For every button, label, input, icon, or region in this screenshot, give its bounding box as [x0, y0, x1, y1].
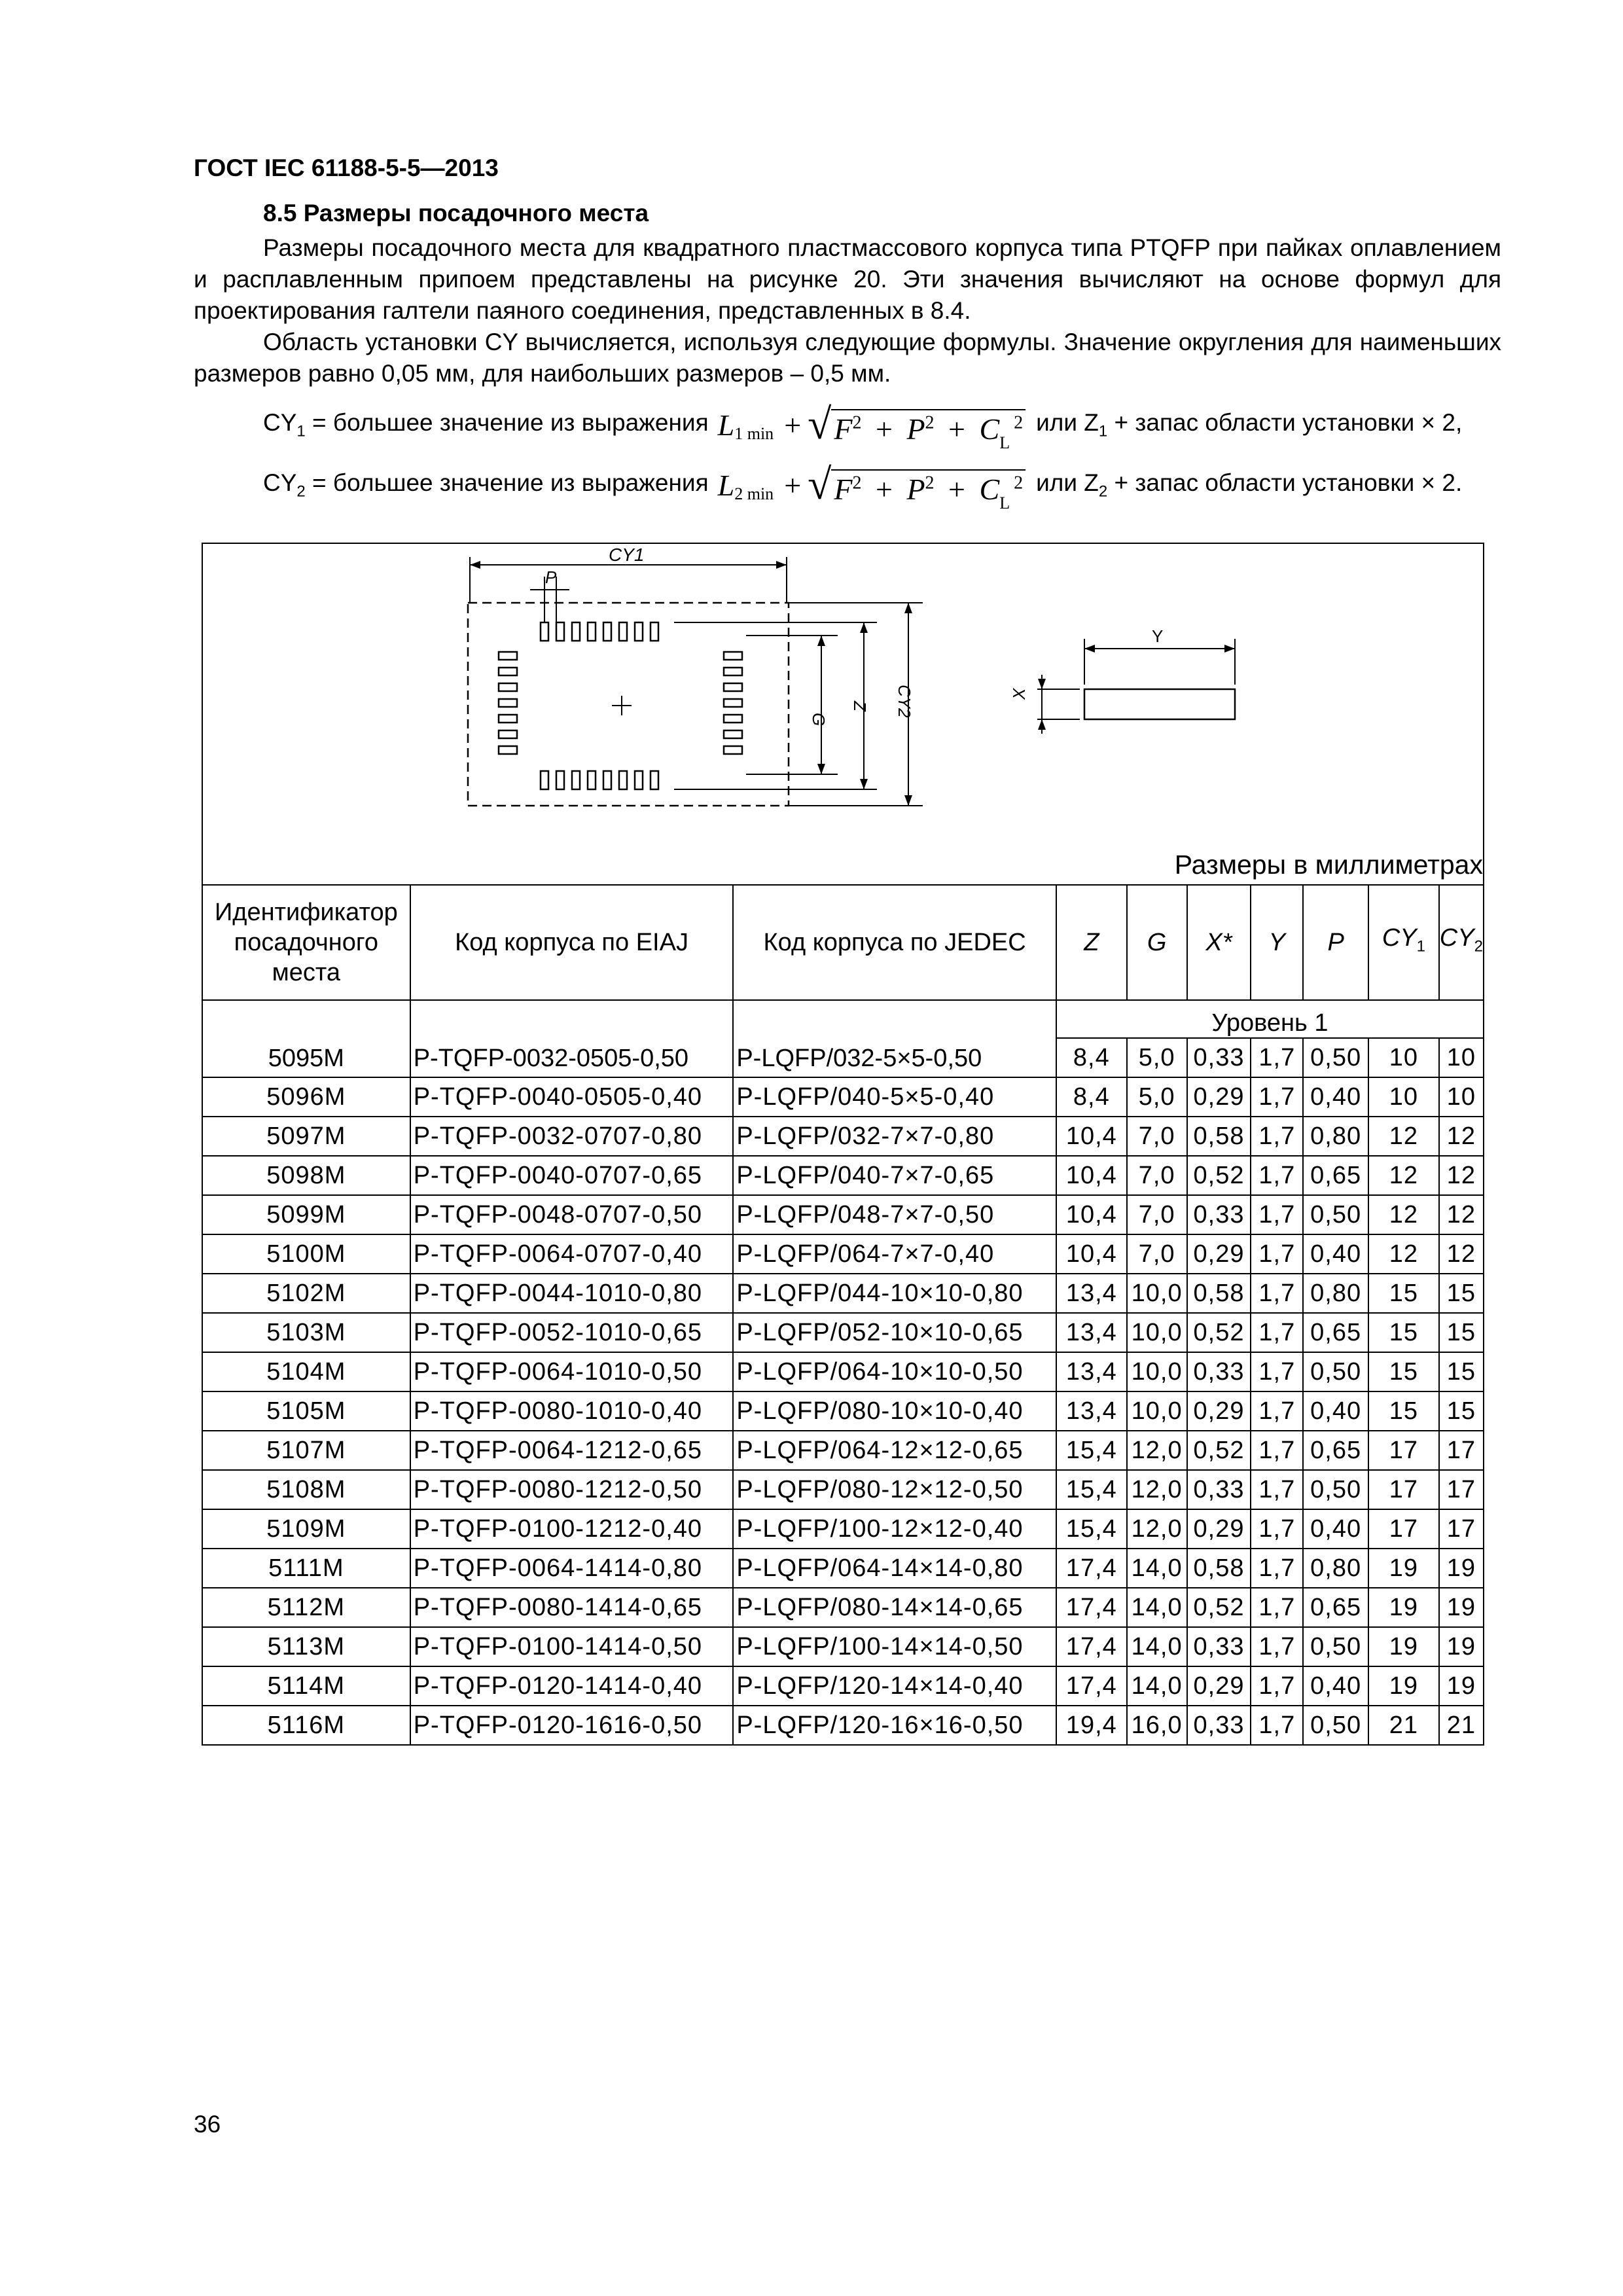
cell-x: 0,52	[1187, 1588, 1251, 1627]
left-pad-column	[499, 652, 517, 754]
header-p: P	[1303, 885, 1368, 1000]
table-row	[202, 1156, 1484, 1195]
cell-id: 5103M	[202, 1313, 410, 1352]
cell-id: 5096M	[202, 1077, 410, 1117]
plus-sign: +	[784, 468, 802, 502]
cy1-alt: или Z	[1036, 408, 1099, 436]
cell-jedec: P-LQFP/040-5×5-0,40	[733, 1077, 1056, 1117]
table-body	[202, 1077, 1484, 1745]
cell-cy2: 15	[1439, 1352, 1484, 1391]
cy2-alt: или Z	[1036, 469, 1099, 496]
cell-id: 5116M	[202, 1706, 410, 1745]
cell-p: 0,50	[1303, 1627, 1368, 1666]
cell-cy1: 19	[1368, 1549, 1439, 1588]
level-row	[202, 1000, 1484, 1038]
cell-cy2: 19	[1439, 1666, 1484, 1706]
cell-p: 0,80	[1303, 1549, 1368, 1588]
table-row	[202, 1274, 1484, 1313]
cell-z: 10,4	[1056, 1195, 1127, 1234]
header-eiaj: Код корпуса по EIAJ	[410, 885, 734, 1000]
cell-eiaj: P-TQFP-0052-1010-0,65	[410, 1313, 734, 1352]
cell-g: 5,0	[1127, 1038, 1187, 1077]
cell-id: 5108M	[202, 1470, 410, 1509]
cell-y: 1,7	[1251, 1509, 1303, 1549]
cell-jedec: P-LQFP/064-7×7-0,40	[733, 1234, 1056, 1274]
page-number: 36	[194, 2111, 221, 2138]
cell-z: 15,4	[1056, 1470, 1127, 1509]
cell-jedec: P-LQFP/080-10×10-0,40	[733, 1391, 1056, 1431]
cell-x: 0,52	[1187, 1431, 1251, 1470]
cell-p: 0,50	[1303, 1352, 1368, 1391]
cell-x: 0,29	[1187, 1077, 1251, 1117]
courtyard-outline	[468, 603, 789, 806]
cy2-text: = большее значение из выражения	[305, 469, 709, 496]
cell-g: 7,0	[1127, 1195, 1187, 1234]
cell-jedec: P-LQFP/064-14×14-0,80	[733, 1549, 1056, 1588]
cell-p: 0,50	[1303, 1470, 1368, 1509]
cell-g: 10,0	[1127, 1391, 1187, 1431]
cell-x: 0,29	[1187, 1234, 1251, 1274]
cell-g: 12,0	[1127, 1509, 1187, 1549]
cell-jedec: P-LQFP/064-12×12-0,65	[733, 1431, 1056, 1470]
formula-cy1: $CY_1$ = большее значение из выражения L 1 min + √ $F^2 + P^2 + C_L^2$ или $Z_1$ + запас области установки × 2,	[263, 401, 1463, 452]
cy1-label: CY	[263, 408, 297, 436]
cell-y: 1,7	[1251, 1195, 1303, 1234]
cell-z: 17,4	[1056, 1588, 1127, 1627]
cell-p: 0,50	[1303, 1195, 1368, 1234]
table-row	[202, 1627, 1484, 1666]
paragraph-2: Область установки CY вычисляется, используя следующие формулы. Значение округления для наименьших размеров равно 0,05 мм, для наибольших размеров – 0,5 мм.	[194, 329, 1501, 387]
table-row	[202, 1470, 1484, 1509]
sqrt-expression: √ $F^2 + P^2 + C_L^2$	[808, 403, 1026, 446]
cell-cy1: 12	[1368, 1234, 1439, 1274]
cell-z: 10,4	[1056, 1234, 1127, 1274]
table-header-row	[202, 885, 1484, 1000]
cy2-label-sub: 2	[296, 482, 306, 501]
cell-z: 8,4	[1056, 1038, 1127, 1077]
cell-jedec: P-LQFP/048-7×7-0,50	[733, 1195, 1056, 1234]
header-jedec: Код корпуса по JEDEC	[733, 885, 1056, 1000]
cell-eiaj: P-TQFP-0040-0505-0,40	[410, 1077, 734, 1117]
cell-y: 1,7	[1251, 1313, 1303, 1352]
cell-y: 1,7	[1251, 1588, 1303, 1627]
cell-g: 14,0	[1127, 1666, 1187, 1706]
cell-eiaj: P-TQFP-0064-1414-0,80	[410, 1549, 734, 1588]
cell-id: 5099M	[202, 1195, 410, 1234]
cell-x: 0,58	[1187, 1117, 1251, 1156]
cell-eiaj: P-TQFP-0080-1010-0,40	[410, 1391, 734, 1431]
cell-z: 17,4	[1056, 1666, 1127, 1706]
cell-g: 7,0	[1127, 1156, 1187, 1195]
l1-sub: 1 min	[734, 424, 774, 443]
cell-y: 1,7	[1251, 1470, 1303, 1509]
cell-x: 0,29	[1187, 1391, 1251, 1431]
figure-cell	[202, 543, 1484, 885]
cell-y: 1,7	[1251, 1549, 1303, 1588]
table-row	[202, 1509, 1484, 1549]
level-label: Уровень 1	[1056, 1000, 1484, 1038]
table-row	[202, 1195, 1484, 1234]
cell-eiaj: P-TQFP-0032-0707-0,80	[410, 1117, 734, 1156]
paragraph-intro	[194, 232, 1501, 389]
cell-cy2: 15	[1439, 1313, 1484, 1352]
cell-eiaj: P-TQFP-0064-0707-0,40	[410, 1234, 734, 1274]
cell-g: 10,0	[1127, 1352, 1187, 1391]
cell-y: 1,7	[1251, 1117, 1303, 1156]
right-pad-column	[724, 652, 742, 754]
sqrt-expression: √ $F^2 + P^2 + C_L^2$	[808, 463, 1026, 507]
l2-sub: 2 min	[734, 484, 774, 503]
cell-eiaj: P-TQFP-0080-1212-0,50	[410, 1470, 734, 1509]
cy2-tail: + запас области установки × 2.	[1107, 469, 1463, 496]
cell-cy2: 17	[1439, 1509, 1484, 1549]
cell-z: 15,4	[1056, 1509, 1127, 1549]
cell-y: 1,7	[1251, 1706, 1303, 1745]
cell-eiaj: P-TQFP-0120-1414-0,40	[410, 1666, 734, 1706]
cell-cy2: 12	[1439, 1156, 1484, 1195]
cell-x: 0,29	[1187, 1666, 1251, 1706]
cell-x: 0,33	[1187, 1038, 1251, 1077]
cell-eiaj: P-TQFP-0064-1212-0,65	[410, 1431, 734, 1470]
bottom-pad-row	[541, 771, 658, 789]
cell-p: 0,65	[1303, 1431, 1368, 1470]
radical-sign: √	[808, 401, 832, 448]
cell-z: 19,4	[1056, 1706, 1127, 1745]
cell-g: 12,0	[1127, 1470, 1187, 1509]
land-pattern-table	[202, 543, 1484, 1746]
table-row	[202, 1391, 1484, 1431]
cell-cy2: 19	[1439, 1549, 1484, 1588]
cell-cy2: 15	[1439, 1274, 1484, 1313]
header-cy1: $CY_1$	[1368, 885, 1439, 1000]
cell-jedec: P-LQFP/052-10×10-0,65	[733, 1313, 1056, 1352]
cell-eiaj: P-TQFP-0080-1414-0,65	[410, 1588, 734, 1627]
cell-p: 0,40	[1303, 1509, 1368, 1549]
cell-cy1: 12	[1368, 1117, 1439, 1156]
cell-x: 0,29	[1187, 1509, 1251, 1549]
cell-p: 0,40	[1303, 1666, 1368, 1706]
cell-z: 10,4	[1056, 1156, 1127, 1195]
l1-symbol: L	[717, 408, 735, 442]
cy2-label: CY2	[895, 685, 914, 718]
table-row	[202, 1352, 1484, 1391]
cy2-label: CY	[263, 469, 297, 496]
cell-z: 13,4	[1056, 1313, 1127, 1352]
c-symbol: C	[979, 412, 1000, 446]
header-cy2: $CY_2$	[1439, 885, 1484, 1000]
cell-y: 1,7	[1251, 1234, 1303, 1274]
cell-g: 10,0	[1127, 1274, 1187, 1313]
cell-x: 0,33	[1187, 1627, 1251, 1666]
cell-id: 5104M	[202, 1352, 410, 1391]
cell-z: 17,4	[1056, 1549, 1127, 1588]
cell-jedec: P-LQFP/064-10×10-0,50	[733, 1352, 1056, 1391]
cell-p: 0,80	[1303, 1274, 1368, 1313]
cell-x: 0,33	[1187, 1706, 1251, 1745]
cell-eiaj: P-TQFP-0100-1212-0,40	[410, 1509, 734, 1549]
cell-jedec: P-LQFP/032-7×7-0,80	[733, 1117, 1056, 1156]
table-row	[202, 1666, 1484, 1706]
cell-cy1: 15	[1368, 1352, 1439, 1391]
table-row	[202, 1431, 1484, 1470]
cell-x: 0,58	[1187, 1274, 1251, 1313]
cell-g: 16,0	[1127, 1706, 1187, 1745]
cell-z: 13,4	[1056, 1274, 1127, 1313]
cell-cy1: 19	[1368, 1588, 1439, 1627]
cell-cy1: 12	[1368, 1195, 1439, 1234]
cell-cy1: 10	[1368, 1077, 1439, 1117]
row-id: 5095M	[202, 1000, 410, 1077]
cell-p: 0,40	[1303, 1391, 1368, 1431]
cell-p: 0,65	[1303, 1588, 1368, 1627]
cell-p: 0,40	[1303, 1234, 1368, 1274]
f-symbol: F	[834, 412, 853, 446]
cell-y: 1,7	[1251, 1038, 1303, 1077]
cell-id: 5109M	[202, 1509, 410, 1549]
cell-x: 0,52	[1187, 1156, 1251, 1195]
f-symbol: F	[834, 473, 853, 506]
cell-g: 5,0	[1127, 1077, 1187, 1117]
header-y: Y	[1251, 885, 1303, 1000]
cell-g: 14,0	[1127, 1588, 1187, 1627]
cell-g: 14,0	[1127, 1549, 1187, 1588]
cell-cy1: 19	[1368, 1627, 1439, 1666]
cell-eiaj: P-TQFP-0044-1010-0,80	[410, 1274, 734, 1313]
cy1-text: = большее значение из выражения	[305, 408, 709, 436]
cell-id: 5113M	[202, 1627, 410, 1666]
cy2-expression	[717, 461, 1026, 512]
cell-jedec: P-LQFP/080-12×12-0,50	[733, 1470, 1056, 1509]
cell-y: 1,7	[1251, 1391, 1303, 1431]
header-x: X*	[1187, 885, 1251, 1000]
cell-cy1: 12	[1368, 1156, 1439, 1195]
cell-jedec: P-LQFP/120-16×16-0,50	[733, 1706, 1056, 1745]
cell-cy1: 17	[1368, 1509, 1439, 1549]
cell-p: 0,50	[1303, 1706, 1368, 1745]
cell-id: 5098M	[202, 1156, 410, 1195]
g-label: G	[809, 713, 829, 726]
table-row	[202, 1588, 1484, 1627]
row-eiaj: P-TQFP-0032-0505-0,50	[410, 1000, 734, 1077]
cell-eiaj: P-TQFP-0100-1414-0,50	[410, 1627, 734, 1666]
cy1-label: CY1	[609, 545, 645, 565]
header-id: Идентификатор посадочного места	[202, 885, 410, 1000]
radical-sign: √	[808, 461, 832, 509]
cell-id: 5102M	[202, 1274, 410, 1313]
table-row	[202, 1234, 1484, 1274]
cell-y: 1,7	[1251, 1274, 1303, 1313]
cell-id: 5105M	[202, 1391, 410, 1431]
cell-y: 1,7	[1251, 1627, 1303, 1666]
p-symbol: P	[906, 412, 925, 446]
cell-jedec: P-LQFP/100-12×12-0,40	[733, 1509, 1056, 1549]
p-label: P	[545, 567, 557, 587]
cell-g: 7,0	[1127, 1234, 1187, 1274]
cell-y: 1,7	[1251, 1156, 1303, 1195]
formula-cy2: $CY_2$ = большее значение из выражения L 2 min + √ $F^2 + P^2 + C_L^2$ или $Z_2$ + запас области установки × 2.	[263, 461, 1463, 512]
cell-z: 13,4	[1056, 1391, 1127, 1431]
cell-cy2: 10	[1439, 1077, 1484, 1117]
cell-x: 0,58	[1187, 1549, 1251, 1588]
cell-cy1: 10	[1368, 1038, 1439, 1077]
land-pattern-table-wrapper	[202, 543, 1484, 1746]
cell-jedec: P-LQFP/044-10×10-0,80	[733, 1274, 1056, 1313]
cell-cy2: 17	[1439, 1431, 1484, 1470]
table-row	[202, 1313, 1484, 1352]
cell-cy1: 17	[1368, 1431, 1439, 1470]
header-g: G	[1127, 885, 1187, 1000]
cell-id: 5112M	[202, 1588, 410, 1627]
cell-z: 10,4	[1056, 1117, 1127, 1156]
cy1-expression	[717, 401, 1026, 452]
section-title: 8.5 Размеры посадочного места	[263, 200, 649, 226]
cell-x: 0,33	[1187, 1352, 1251, 1391]
cy1-label-sub: 1	[296, 422, 306, 440]
cell-z: 17,4	[1056, 1627, 1127, 1666]
cell-id: 5100M	[202, 1234, 410, 1274]
paragraph-1: Размеры посадочного места для квадратного пластмассового корпуса типа PTQFP при пайках оплавлением и расплавленным припоем представлены на рисунке 20. Эти значения вычисляют на основе формул для проектирования галтели паяного соединения, представленных в 8.4.	[194, 234, 1501, 324]
cell-cy2: 19	[1439, 1588, 1484, 1627]
cell-id: 5107M	[202, 1431, 410, 1470]
table-row	[202, 1549, 1484, 1588]
units-note: Размеры в миллиметрах	[1174, 850, 1483, 880]
cell-y: 1,7	[1251, 1077, 1303, 1117]
cell-p: 0,40	[1303, 1077, 1368, 1117]
cell-id: 5111M	[202, 1549, 410, 1588]
cell-cy2: 21	[1439, 1706, 1484, 1745]
header-z: Z	[1056, 885, 1127, 1000]
cell-jedec: P-LQFP/040-7×7-0,65	[733, 1156, 1056, 1195]
cell-y: 1,7	[1251, 1666, 1303, 1706]
cell-jedec: P-LQFP/120-14×14-0,40	[733, 1666, 1056, 1706]
x-label: X	[1009, 688, 1029, 700]
cell-cy2: 12	[1439, 1234, 1484, 1274]
cell-cy1: 15	[1368, 1274, 1439, 1313]
cell-cy2: 12	[1439, 1117, 1484, 1156]
cell-cy2: 12	[1439, 1195, 1484, 1234]
cell-cy1: 15	[1368, 1313, 1439, 1352]
document-header: ГОСТ IEC 61188-5-5—2013	[194, 154, 499, 181]
cell-y: 1,7	[1251, 1431, 1303, 1470]
table-row	[202, 1117, 1484, 1156]
c-symbol: C	[979, 473, 1000, 506]
p-symbol: P	[906, 473, 925, 506]
cell-x: 0,33	[1187, 1195, 1251, 1234]
y-label: Y	[1152, 626, 1164, 646]
cell-cy1: 19	[1368, 1666, 1439, 1706]
cell-jedec: P-LQFP/100-14×14-0,50	[733, 1627, 1056, 1666]
cell-p: 0,65	[1303, 1313, 1368, 1352]
cell-cy1: 15	[1368, 1391, 1439, 1431]
cell-cy1: 21	[1368, 1706, 1439, 1745]
cell-x: 0,33	[1187, 1470, 1251, 1509]
cell-g: 10,0	[1127, 1313, 1187, 1352]
cell-cy2: 17	[1439, 1470, 1484, 1509]
cell-z: 15,4	[1056, 1431, 1127, 1470]
plus-sign: +	[784, 408, 802, 442]
cell-p: 0,65	[1303, 1156, 1368, 1195]
cell-p: 0,80	[1303, 1117, 1368, 1156]
l2-symbol: L	[717, 468, 735, 502]
row-jedec: P-LQFP/032-5×5-0,50	[733, 1000, 1056, 1077]
cell-z: 8,4	[1056, 1077, 1127, 1117]
cell-eiaj: P-TQFP-0064-1010-0,50	[410, 1352, 734, 1391]
cell-cy1: 17	[1368, 1470, 1439, 1509]
single-pad	[1084, 689, 1235, 719]
cell-g: 7,0	[1127, 1117, 1187, 1156]
cell-eiaj: P-TQFP-0120-1616-0,50	[410, 1706, 734, 1745]
cell-eiaj: P-TQFP-0048-0707-0,50	[410, 1195, 734, 1234]
cell-x: 0,52	[1187, 1313, 1251, 1352]
table-row	[202, 1077, 1484, 1117]
cell-jedec: P-LQFP/080-14×14-0,65	[733, 1588, 1056, 1627]
land-pattern-figure	[203, 544, 1486, 884]
cy1-tail: + запас области установки × 2,	[1107, 408, 1463, 436]
cell-y: 1,7	[1251, 1352, 1303, 1391]
top-pad-row	[541, 622, 658, 641]
z-label: Z	[850, 701, 870, 711]
cell-eiaj: P-TQFP-0040-0707-0,65	[410, 1156, 734, 1195]
cell-cy2: 15	[1439, 1391, 1484, 1431]
cell-cy2: 10	[1439, 1038, 1484, 1077]
cell-z: 13,4	[1056, 1352, 1127, 1391]
cell-g: 12,0	[1127, 1431, 1187, 1470]
cell-p: 0,50	[1303, 1038, 1368, 1077]
cell-id: 5114M	[202, 1666, 410, 1706]
cell-g: 14,0	[1127, 1627, 1187, 1666]
cell-cy2: 19	[1439, 1627, 1484, 1666]
table-row	[202, 1706, 1484, 1745]
cell-id: 5097M	[202, 1117, 410, 1156]
